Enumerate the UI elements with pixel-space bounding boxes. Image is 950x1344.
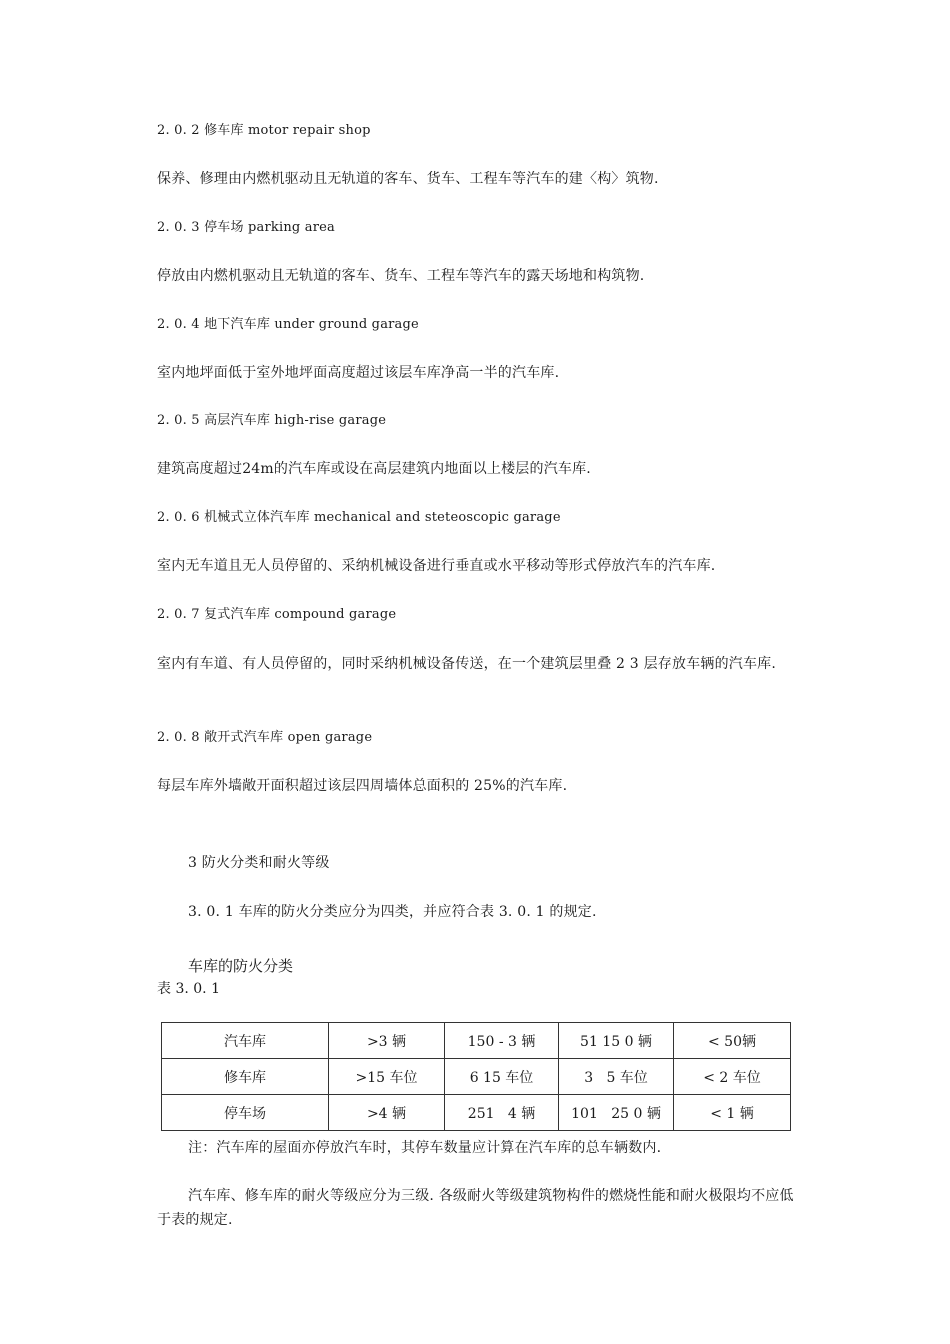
table-cell: 3 5 车位 — [559, 1059, 674, 1095]
table-row — [162, 1059, 791, 1095]
definition-heading: 2. 0. 5 高层汽车库 high-rise garage — [157, 413, 387, 428]
table-cell: 251 4 辆 — [445, 1095, 559, 1131]
definition-text: 保养、修理由内燃机驱动且无轨道的客车、货车、工程车等汽车的建〈构〉筑物. — [157, 171, 659, 187]
table-title: 车库的防火分类 — [188, 957, 294, 975]
closing-paragraph: 汽车库、修车库的耐火等级应分为三级. 各级耐火等级建筑物构件的燃烧性能和耐火极限均不应低于表的规定. — [157, 1188, 794, 1228]
definition-heading: 2. 0. 4 地下汽车库 under ground garage — [157, 317, 419, 332]
table-cell: 150 - 3 辆 — [445, 1023, 559, 1059]
table-cell: 101 25 0 辆 — [559, 1095, 674, 1131]
table-cell: >3 辆 — [329, 1023, 445, 1059]
definition-text: 建筑高度超过24m的汽车库或设在高层建筑内地面以上楼层的汽车库. — [157, 461, 591, 477]
table-row — [162, 1095, 791, 1131]
table-number: 表 3. 0. 1 — [157, 981, 220, 997]
table-cell: 6 15 车位 — [445, 1059, 559, 1095]
table-cell: 汽车库 — [162, 1023, 329, 1059]
table-cell: < 1 辆 — [674, 1095, 791, 1131]
table-cell: >15 车位 — [329, 1059, 445, 1095]
definition-heading: 2. 0. 8 敞开式汽车库 open garage — [157, 730, 373, 745]
section-clause: 3. 0. 1 车库的防火分类应分为四类，并应符合表 3. 0. 1 的规定. — [188, 904, 597, 920]
table-cell: >4 辆 — [329, 1095, 445, 1131]
definition-heading: 2. 0. 7 复式汽车库 compound garage — [157, 607, 397, 622]
definition-text: 停放由内燃机驱动且无轨道的客车、货车、工程车等汽车的露天场地和构筑物. — [157, 268, 645, 284]
definition-heading: 2. 0. 6 机械式立体汽车库 mechanical and steteoscopic garage — [157, 510, 561, 525]
section-title: 3 防火分类和耐火等级 — [188, 855, 330, 871]
table-row — [162, 1023, 791, 1059]
definition-text: 室内无车道且无人员停留的、采纳机械设备进行垂直或水平移动等形式停放汽车的汽车库. — [157, 558, 716, 574]
table-cell: < 50辆 — [674, 1023, 791, 1059]
table-cell: 停车场 — [162, 1095, 329, 1131]
table-cell: < 2 车位 — [674, 1059, 791, 1095]
fire-classification-table — [161, 1022, 791, 1131]
table-note: 注：汽车库的屋面亦停放汽车时，其停车数量应计算在汽车库的总车辆数内. — [188, 1140, 662, 1156]
definition-heading: 2. 0. 2 修车库 motor repair shop — [157, 123, 371, 138]
definition-text: 室内地坪面低于室外地坪面高度超过该层车库净高一半的汽车库. — [157, 365, 560, 381]
definition-text: 每层车库外墙敞开面积超过该层四周墙体总面积的 25%的汽车库. — [157, 778, 568, 794]
definition-text: 室内有车道、有人员停留的，同时采纳机械设备传送，在一个建筑层里叠 2 3 层存放车辆的汽车库. — [157, 656, 777, 672]
definition-heading: 2. 0. 3 停车场 parking area — [157, 220, 335, 235]
table-cell: 51 15 0 辆 — [559, 1023, 674, 1059]
table-cell: 修车库 — [162, 1059, 329, 1095]
